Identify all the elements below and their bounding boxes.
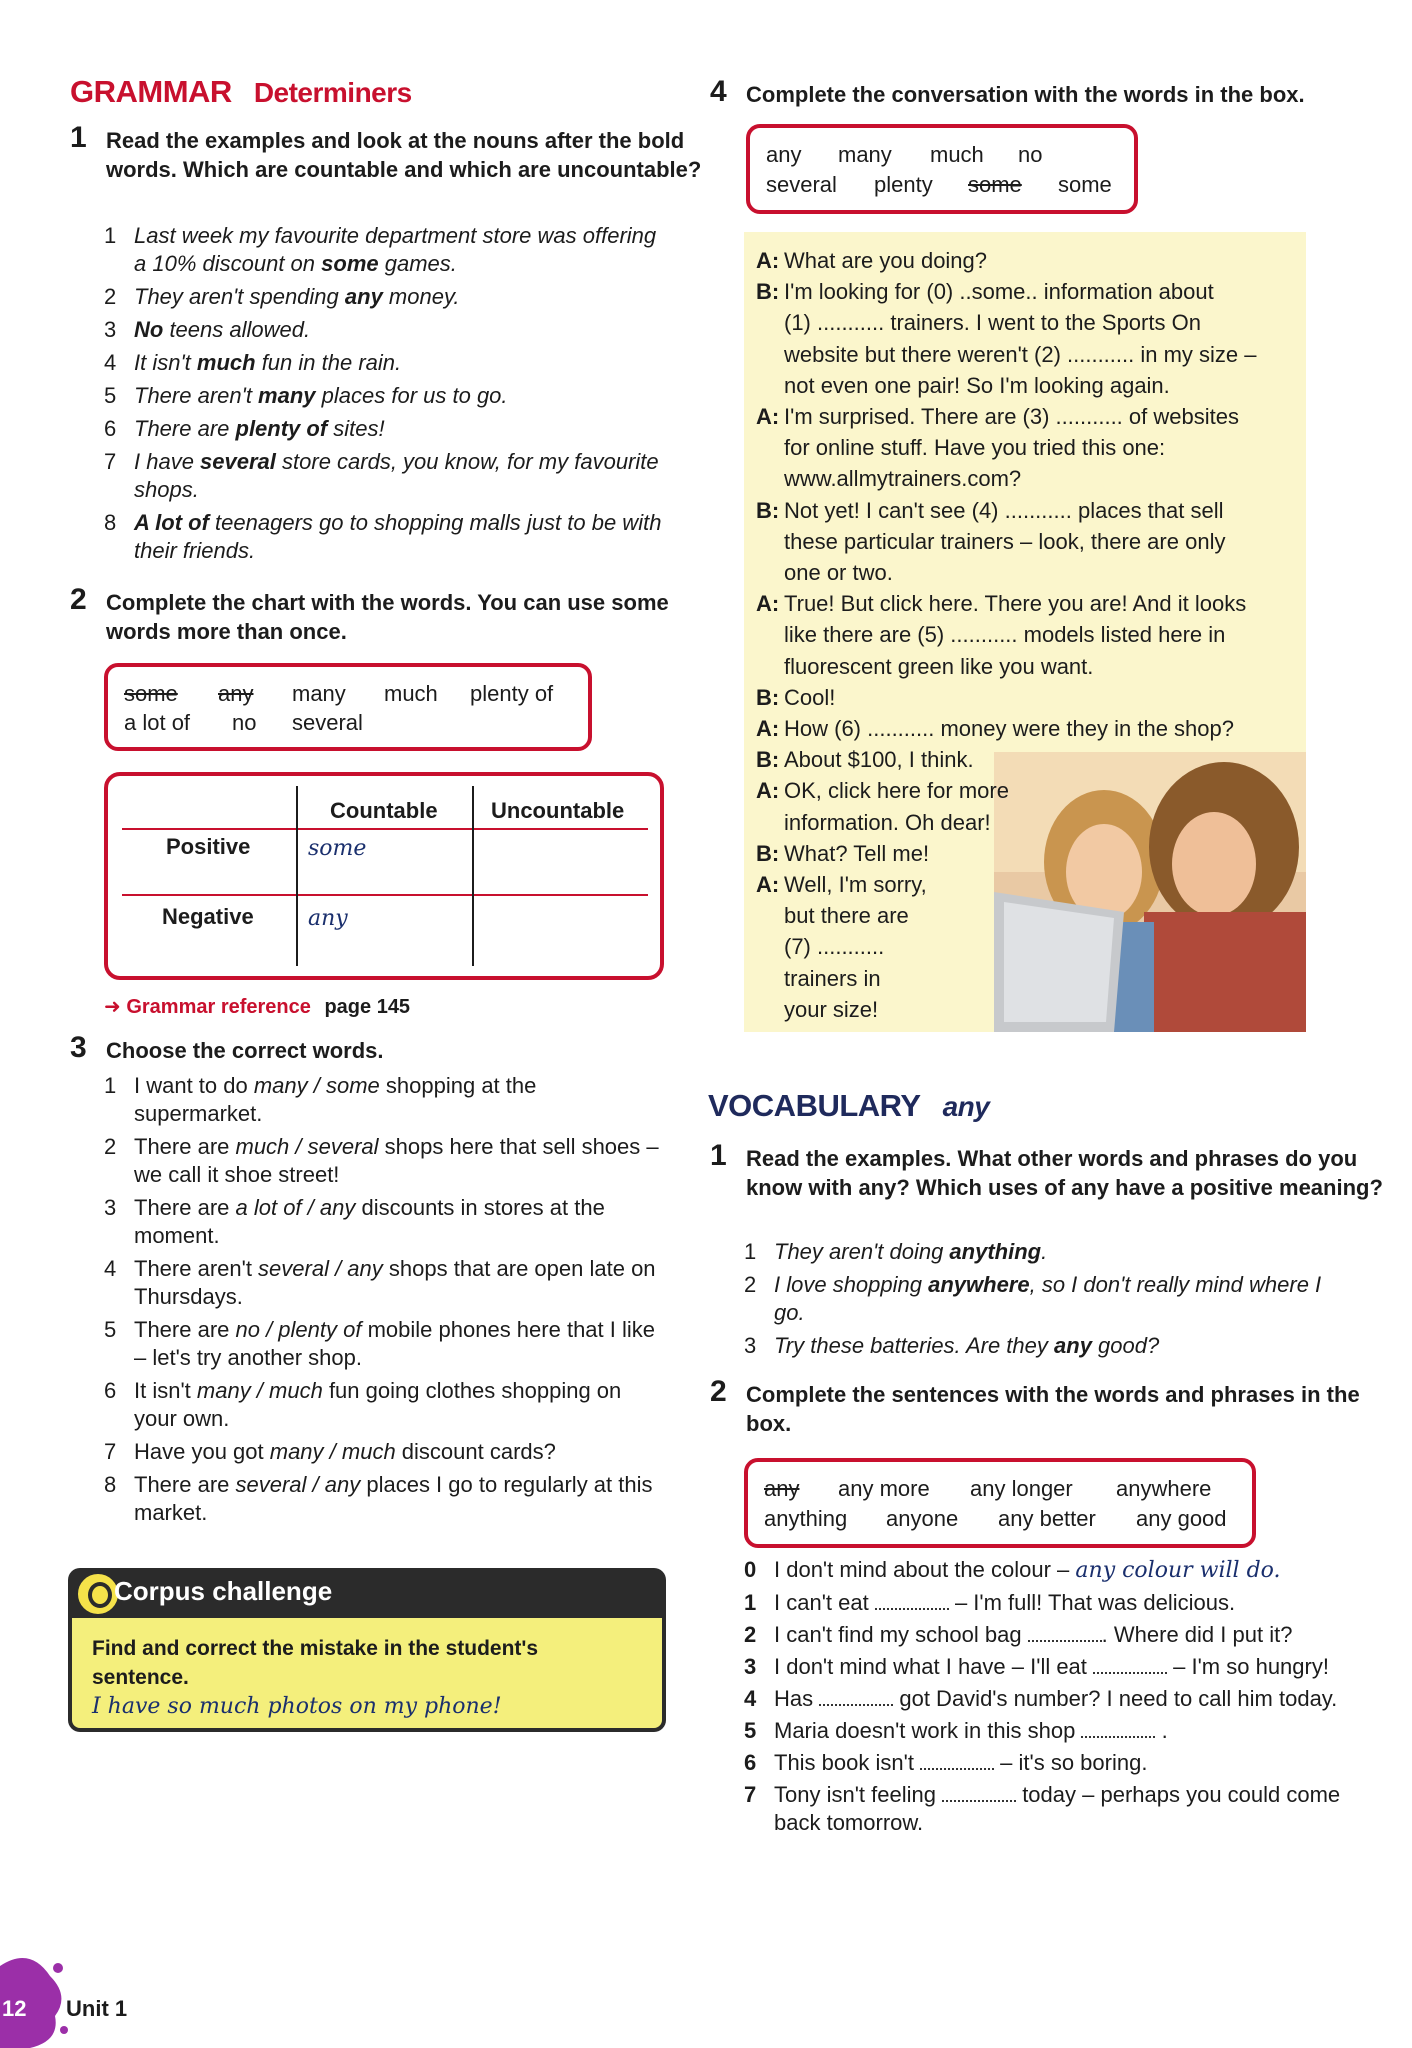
word-box-item: plenty of [470,681,554,706]
vocab-subtitle: any [942,1091,990,1122]
dialogue-text: About $100, I think. [784,747,974,773]
word-box-item: no [1018,142,1043,167]
corpus-header [68,1568,666,1618]
dialogue-text: like there are (5) ........... models listed here in [784,622,1226,648]
gapfill-item [744,1621,1344,1649]
item-text: teens allowed. [163,317,311,342]
item-number: 4 [104,1256,117,1281]
vocab-heading [708,1088,989,1124]
item-number: 0 [744,1557,757,1582]
item-keyword: any [344,284,383,309]
dialogue-text: Well, I'm sorry, [784,872,927,897]
item-text: store cards, you know, for my favourite shops. [134,449,659,502]
item-text: Have you got [134,1439,270,1464]
word-box-item: some [968,172,1022,197]
word-choice[interactable]: many / much [269,1439,396,1464]
chart-col-countable: Countable [330,798,438,823]
gapfill-item [744,1589,1344,1617]
item-text: teenagers go to shopping malls just to be with their friends. [134,510,662,563]
item-number: 2 [744,1272,757,1297]
item-text: – I'm so hungry! [1167,1654,1329,1679]
item-keyword: any [1054,1333,1092,1358]
item-text: today – perhaps you could come back tomorrow. [774,1782,1341,1835]
item-number: 7 [104,449,117,474]
item-text: It isn't [134,1378,197,1403]
dialogue-line [756,714,1296,744]
item-text: They aren't doing [774,1239,950,1264]
word-box-item: anywhere [1116,1476,1212,1501]
item-text: got David's number? I need to call him today. [893,1686,1338,1711]
gapfill-item [744,1781,1344,1837]
item-text: It isn't [134,350,197,375]
item-text: I love shopping [774,1272,929,1297]
exercise-number: 4 [710,75,727,108]
grammar-reference-label: Grammar reference [126,996,311,1018]
item-keyword: anywhere [928,1272,1030,1297]
choice-item [104,1072,664,1128]
instruction-text: Read the examples and look at the nouns after the bold words. Which are countable and which are uncountable? [106,128,702,182]
word-box-item: much [384,681,438,706]
dialogue-line [756,901,1296,931]
item-text: shopping at the supermarket. [134,1073,537,1126]
dialogue-line [756,246,1296,276]
item-text: Try these batteries. Are they [774,1333,1055,1358]
dialogue-text: How (6) ........... money were they in the shop? [784,716,1234,741]
item-text: discount cards? [395,1439,556,1464]
item-number: 2 [104,1134,117,1159]
item-text: Tony isn't feeling [774,1782,943,1807]
dialogue-line [756,340,1296,370]
word-box-item: any more [838,1476,930,1501]
item-number: 5 [104,1317,117,1342]
dialogue-line [756,558,1296,588]
item-number: 1 [104,223,117,248]
vocab-title: VOCABULARY [708,1088,921,1123]
unit-label: Unit 1 [66,1996,128,2021]
dialogue-line [756,620,1296,650]
vocab-ex2-word-box [744,1458,1256,1548]
example-item [104,382,664,410]
item-number: 6 [104,1378,117,1403]
item-text: There are [134,416,236,441]
item-text: sites! [327,416,385,441]
speaker-label: A: [756,778,780,804]
item-keyword: No [134,317,164,342]
item-text: mobile phones here that I like – let's try another shop. [134,1317,655,1370]
chart-divider [122,894,648,896]
dialogue-text: fluorescent green like you want. [784,653,1094,679]
example-item [744,1271,1334,1327]
item-keyword: several [200,449,276,474]
speaker-label: A: [756,872,780,897]
item-text: . [1041,1239,1048,1264]
item-number: 1 [104,1073,117,1098]
grammar-ex3-instruction [70,1031,716,1065]
speaker-label: A: [756,248,780,273]
word-choice[interactable]: several / any [258,1256,383,1281]
dialogue-line [756,308,1296,338]
dialogue-text: for online stuff. Have you tried this one: [784,435,1166,461]
dialogue-line [756,683,1296,713]
word-box-item: any [766,142,802,167]
dialogue-text: I'm looking for (0) ..some.. information about [784,279,1214,305]
item-text: , so I don't really mind where I go. [774,1272,1322,1325]
example-item [104,448,664,504]
dialogue-text: information. Oh dear! [784,809,991,835]
page-number: 12 [2,1996,27,2021]
word-box-item: any [218,681,254,706]
grammar-chart [104,772,664,980]
dialogue-text: Not yet! I can't see (4) ........... places that sell [784,497,1224,523]
corpus-instruction: Find and correct the mistake in the student's sentence. [92,1637,539,1689]
dialogue-line [756,433,1296,463]
dialogue-text: trainers in [784,965,881,991]
speaker-label: A: [756,716,780,741]
item-text: places I go to regularly at this market. [134,1472,653,1525]
chart-row-negative: Negative [162,904,254,929]
choice-item [104,1194,664,1250]
conversation-panel [744,232,1306,1032]
ex4-word-box [746,124,1138,214]
instruction-text: Complete the sentences with the words and phrases in the box. [746,1382,1360,1436]
item-text: – I'm full! That was delicious. [948,1590,1236,1615]
item-number: 1 [744,1590,757,1615]
corpus-challenge-box [68,1568,666,1728]
word-box-item: no [232,710,257,735]
word-box-item: several [292,710,363,735]
gapfill-item [744,1685,1344,1713]
item-text: discounts in stores at the moment. [134,1195,605,1248]
grammar-subtitle: Determiners [253,77,412,108]
dialogue-line [756,932,1296,962]
word-box-item: much [930,142,984,167]
word-choice[interactable]: a lot of / any [235,1195,356,1220]
item-keyword: plenty of [235,416,328,441]
dialogue-text: True! But click here. There you are! And it looks [784,591,1247,617]
item-text: I want to do [134,1073,254,1098]
ex4-instruction [710,75,1386,109]
dialogue-text: (7) ........... [784,934,885,960]
item-text: Has [774,1686,820,1711]
word-choice[interactable]: many / much [196,1378,323,1403]
speaker-label: B: [756,684,780,710]
word-box-item: anyone [886,1506,959,1531]
word-box-item: any better [998,1506,1096,1531]
item-text: There are [134,1195,236,1220]
speaker-label: B: [756,279,780,305]
example-item [744,1332,1334,1360]
item-number: 5 [104,383,117,408]
vocab-ex1-instruction [710,1139,1386,1202]
instruction-text: Read the examples. What other words and phrases do you know with any? Which uses of any have a positive meaning? [746,1146,1383,1200]
choice-item [104,1438,664,1466]
item-text: games. [378,251,457,276]
item-text: I have [134,449,201,474]
vocab-ex1-list [744,1238,1334,1365]
chart-answer-negative: any [308,906,348,931]
footer [0,1946,200,2048]
item-text: There are [134,1134,236,1159]
chart-divider [472,786,474,966]
dialogue-text: not even one pair! So I'm looking again. [784,372,1170,398]
item-number: 2 [104,284,117,309]
item-keyword: anything [949,1239,1042,1264]
item-text: There are [134,1317,236,1342]
item-text: They aren't spending [134,284,345,309]
dialogue-line [756,745,1296,775]
word-box-item: a lot of [124,710,191,735]
item-text: – it's so boring. [994,1750,1148,1775]
word-box-item: anything [764,1506,848,1531]
item-text: I can't find my school bag [774,1622,1028,1647]
dialogue-line [756,496,1296,526]
grammar-ex3-list [104,1072,664,1532]
grammar-heading [70,74,412,110]
dialogue-line [756,870,1296,900]
item-keyword: many [258,383,316,408]
word-box-item: plenty [874,172,933,197]
dialogue-line [756,527,1296,557]
exercise-number: 1 [710,1139,727,1172]
dialogue-line [756,964,1296,994]
word-box-item: some [1058,172,1112,197]
dialogue-line [756,371,1296,401]
dialogue-text: Cool! [784,684,836,710]
item-number: 3 [104,317,117,342]
dialogue-line [756,652,1296,682]
grammar-title: GRAMMAR [70,74,232,109]
answer-blank[interactable] [1093,1654,1167,1674]
dialogue-line [756,402,1296,432]
instruction-text: Choose the correct words. [106,1038,384,1063]
gapfill-item [744,1556,1344,1585]
dialogue-text: but there are [784,903,909,929]
word-box-item: some [124,681,178,706]
chart-answer-positive: some [308,836,367,861]
word-choice[interactable]: several / any [235,1472,361,1497]
item-text: There are [134,1472,236,1497]
item-text: Maria doesn't work in this shop [774,1718,1082,1743]
word-box-item: any [764,1476,800,1501]
speaker-label: B: [756,497,780,523]
word-box-item: any longer [970,1476,1073,1501]
instruction-text: Complete the conversation with the words in the box. [746,82,1305,107]
word-box-item: any good [1136,1506,1227,1531]
dialogue-text: these particular trainers – look, there are only [784,528,1226,554]
item-number: 3 [744,1654,757,1679]
speaker-label: A: [756,591,780,617]
item-text: money. [382,284,460,309]
word-choice[interactable]: no / plenty of [235,1317,362,1342]
example-item [104,349,664,377]
item-number: 7 [104,1439,117,1464]
item-number: 5 [744,1718,757,1743]
grammar-reference-link[interactable] [104,994,410,1019]
dialogue-text: your size! [784,996,879,1022]
choice-item [104,1255,664,1311]
answer-blank[interactable] [819,1686,893,1706]
dialogue-text: What are you doing? [784,248,988,273]
corpus-title: Corpus challenge [114,1576,333,1606]
item-number: 8 [104,1472,117,1497]
arrow-right-icon: ➜ [104,996,121,1018]
item-text: fun in the rain. [255,350,402,375]
dialogue-line [756,464,1296,494]
choice-item [104,1377,664,1433]
item-text: shops here that sell shoes – we call it shoe street! [134,1134,659,1187]
item-text: There aren't [134,383,259,408]
item-keyword: A lot of [134,510,209,535]
choice-item [104,1471,664,1527]
dialogue-text: What? Tell me! [784,840,930,866]
chart-divider [296,786,298,966]
item-text: shops that are open late on Thursdays. [134,1256,656,1309]
chart-col-uncountable: Uncountable [491,798,625,823]
exercise-number: 3 [70,1031,87,1064]
example-item [104,509,664,565]
dialogue-text: (1) ........... trainers. I went to the Sports On [784,310,1201,336]
choice-item [104,1133,664,1189]
item-number: 4 [744,1686,757,1711]
word-box-item: many [292,681,346,706]
grammar-ex1-instruction [70,121,716,184]
exercise-number: 2 [710,1375,727,1408]
word-box-item: several [766,172,837,197]
item-number: 6 [744,1750,757,1775]
dialogue-line [756,839,1296,869]
vocab-ex2-instruction [710,1375,1386,1438]
dialogue-line [756,277,1296,307]
speaker-label: B: [756,747,780,773]
dialogue-text: I'm surprised. There are (3) ........... of websites [784,404,1239,429]
item-number: 8 [104,510,117,535]
item-number: 3 [744,1333,757,1358]
exercise-number: 2 [70,583,87,616]
item-keyword: some [321,251,379,276]
answer-blank[interactable] [875,1590,949,1610]
dialogue-line [756,776,1296,806]
instruction-text: Complete the chart with the words. You can use some words more than once. [106,590,669,644]
grammar-ex2-word-box [104,663,592,751]
answer-blank[interactable] [1028,1622,1102,1642]
grammar-reference-page: page 145 [324,996,411,1018]
dialogue-text: one or two. [784,560,893,585]
gapfill-item [744,1653,1344,1681]
gapfill-item [744,1749,1344,1777]
word-box-item: many [838,142,892,167]
item-text: There aren't [134,1256,259,1281]
item-text: . Where did I put it? [1101,1622,1293,1647]
answer-blank[interactable] [920,1750,994,1770]
item-text: . [1155,1718,1168,1743]
item-text: places for us to go. [315,383,508,408]
vocab-ex2-list [744,1556,1344,1841]
speaker-label: A: [756,404,780,429]
dialogue-text: OK, click here for more [784,778,1009,804]
speaker-label: B: [756,840,780,866]
item-number: 2 [744,1622,757,1647]
item-text: I can't eat [774,1590,875,1615]
answer-blank[interactable] [1081,1718,1155,1738]
handwritten-answer: any colour will do. [1075,1558,1281,1583]
gapfill-item [744,1717,1344,1745]
item-text: I don't mind about the colour – [774,1557,1076,1582]
dialogue-text: www.allmytrainers.com? [784,466,1022,492]
corpus-body [68,1618,666,1732]
item-text: I don't mind what I have – I'll eat [774,1654,1094,1679]
item-number: 1 [744,1239,757,1264]
example-item [104,222,664,278]
example-item [744,1238,1334,1266]
item-keyword: much [196,350,256,375]
chart-divider [122,828,648,830]
example-item [104,415,664,443]
item-number: 6 [104,416,117,441]
answer-blank[interactable] [942,1782,1016,1802]
example-item [104,316,664,344]
grammar-ex2-instruction [70,583,716,646]
choice-item [104,1316,664,1372]
item-number: 3 [104,1195,117,1220]
item-number: 4 [104,350,117,375]
example-item [104,283,664,311]
item-text: This book isn't [774,1750,921,1775]
item-text: Last week my favourite department store was offering a 10% discount on [134,223,657,276]
item-text: fun going clothes shopping on your own. [134,1378,622,1431]
dialogue-line [756,995,1296,1025]
dialogue-line [756,589,1296,619]
corpus-student-sentence: I have so much photos on my phone! [92,1694,502,1719]
word-choice[interactable]: much / several [235,1134,379,1159]
dialogue-text: website but there weren't (2) ........... in my size – [784,341,1257,367]
exercise-number: 1 [70,121,87,154]
item-number: 7 [744,1782,757,1807]
dialogue-line [756,808,1296,838]
chart-row-positive: Positive [166,834,251,859]
grammar-ex1-list [104,222,664,570]
word-choice[interactable]: many / some [253,1073,380,1098]
item-text: good? [1091,1333,1160,1358]
